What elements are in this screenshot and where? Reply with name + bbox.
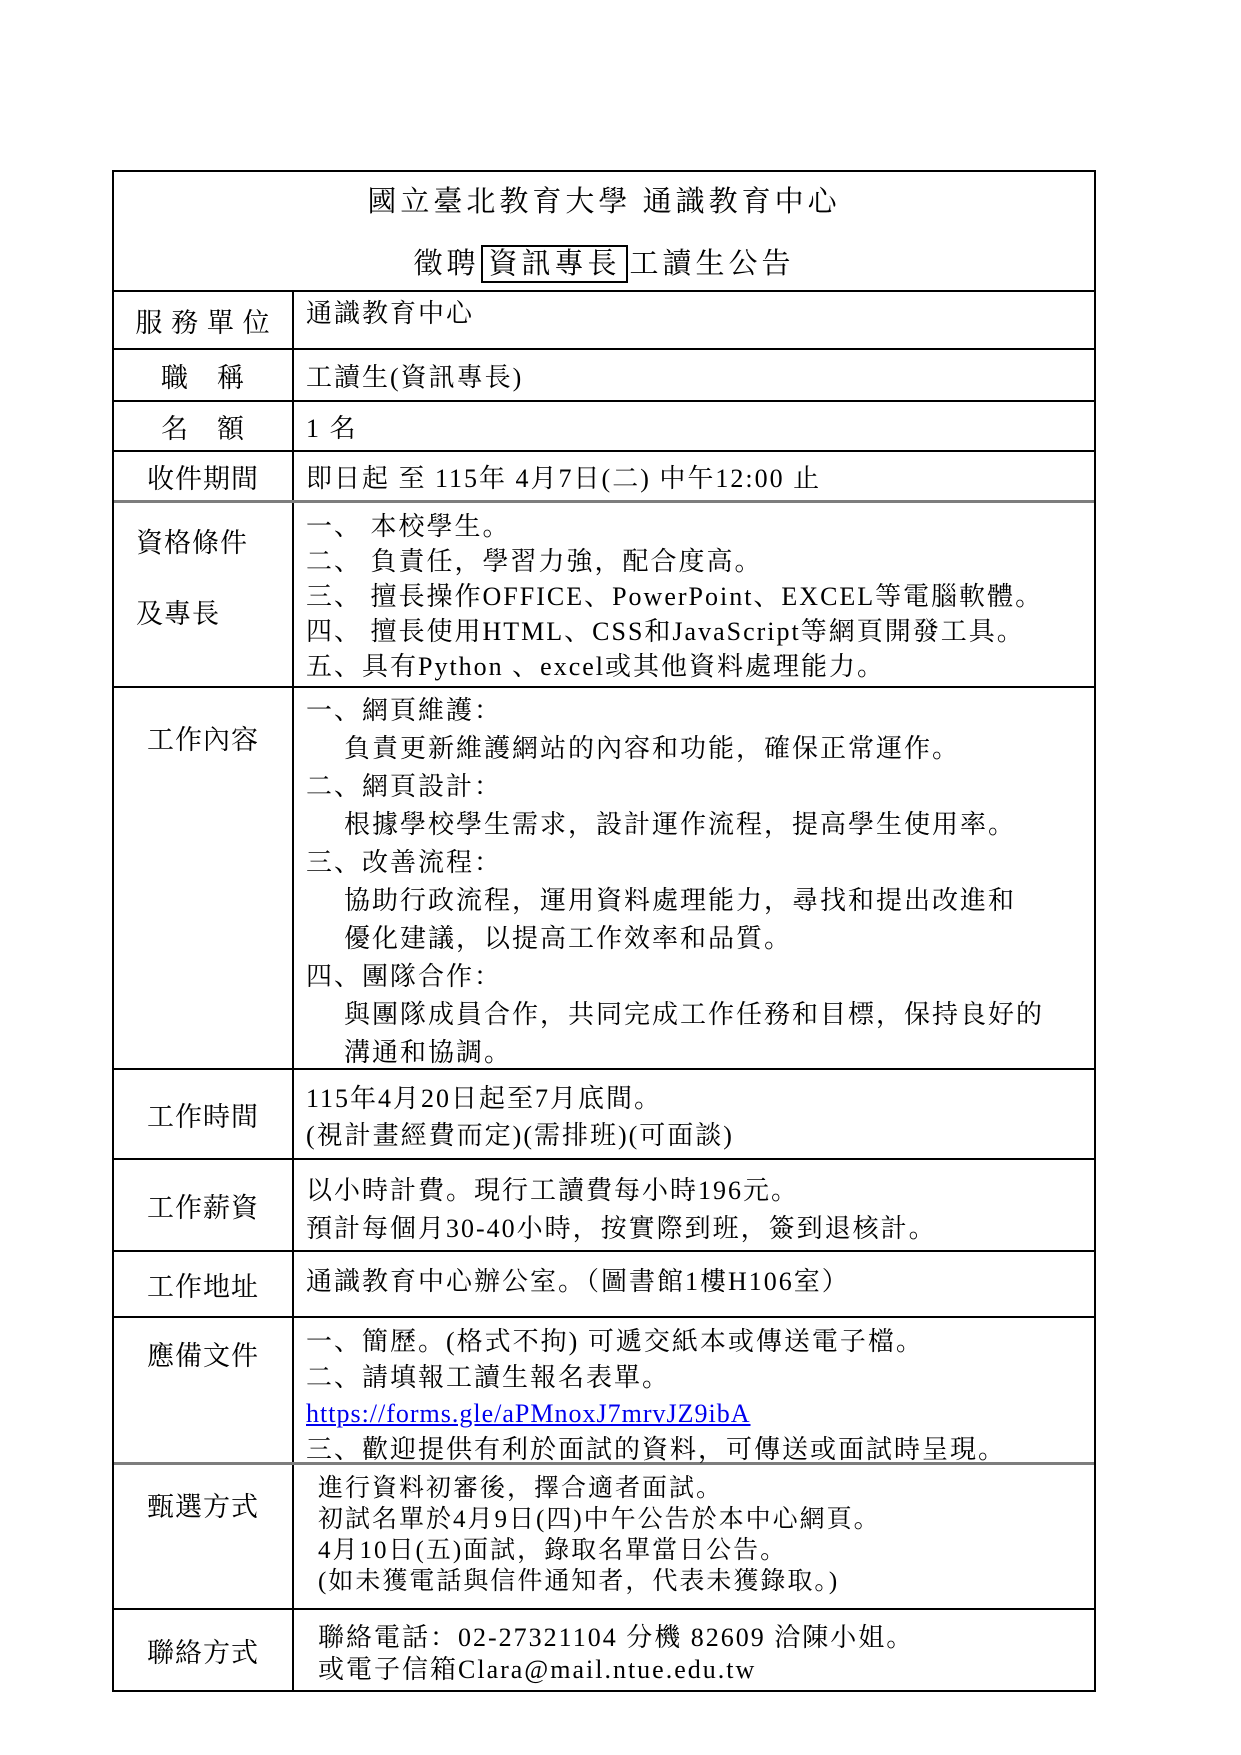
documents-line: 一、簡歷。(格式不拘) 可遞交紙本或傳送電子檔。 — [306, 1327, 924, 1356]
qualification-item: 三、 擅長操作OFFICE、PowerPoint、EXCEL等電腦軟體。 — [306, 582, 1044, 611]
qualification-item: 四、 擅長使用HTML、CSS和JavaScript等網頁開發工具。 — [306, 617, 1025, 646]
value-job-title: 工讀生(資訊專長) — [306, 362, 524, 392]
label-address: 工作地址 — [114, 1252, 294, 1316]
service-unit-text: 通識教育中心 — [306, 299, 475, 328]
label-job-title: 職 稱 — [114, 350, 294, 400]
document-header — [114, 172, 1094, 290]
contact-phone-line: 聯絡電話：02-27321104 分機 82609 洽陳小姐。 — [318, 1623, 915, 1652]
work-time-line: (視計畫經費而定)(需排班)(可面談) — [306, 1121, 734, 1150]
selection-line: (如未獲電話與信件通知者，代表未獲錄取。) — [318, 1568, 840, 1595]
value-salary — [294, 1160, 1094, 1250]
row-contact — [114, 1608, 1094, 1690]
salary-line: 以小時計費。現行工讀費每小時196元。 — [306, 1176, 800, 1205]
row-salary — [114, 1158, 1094, 1250]
row-deadline — [114, 450, 1094, 500]
job-content-line: 優化建議，以提高工作效率和品質。 — [344, 924, 793, 953]
job-content-line: 二、網頁設計： — [306, 772, 503, 801]
salary-line: 預計每個月30-40小時，按實際到班，簽到退核計。 — [306, 1214, 937, 1243]
selection-line: 4月10日(五)面試，錄取名單當日公告。 — [318, 1537, 788, 1564]
label-selection: 甄選方式 — [114, 1465, 294, 1608]
row-quota — [114, 400, 1094, 450]
value-documents — [294, 1318, 1094, 1462]
value-selection — [294, 1465, 1094, 1608]
label-deadline: 收件期間 — [114, 452, 294, 500]
job-content-line: 三、改善流程： — [306, 848, 503, 877]
job-content-line: 協助行政流程，運用資料處理能力，尋找和提出改進和 — [344, 886, 1017, 915]
value-work-time — [294, 1070, 1094, 1158]
qualification-item: 一、 本校學生。 — [306, 512, 511, 541]
value-deadline: 即日起 至 115年 4月7日(二) 中午12:00 止 — [306, 463, 822, 493]
work-time-line: 115年4月20日起至7月底間。 — [306, 1084, 663, 1113]
value-service-unit — [294, 292, 1094, 348]
label-work-time: 工作時間 — [114, 1070, 294, 1158]
address-text: 通識教育中心辦公室。（圖書館1樓H106室） — [306, 1267, 850, 1296]
label-documents: 應備文件 — [114, 1318, 294, 1462]
value-address — [294, 1252, 1094, 1316]
job-content-line: 溝通和協調。 — [344, 1038, 513, 1067]
job-content-line: 與團隊成員合作，共同完成工作任務和目標，保持良好的 — [344, 1000, 1045, 1029]
label-contact: 聯絡方式 — [114, 1610, 294, 1690]
announcement-title — [413, 244, 794, 284]
row-work-time — [114, 1068, 1094, 1158]
value-contact — [294, 1610, 1094, 1690]
label-service-unit: 服 務 單 位 — [114, 292, 294, 348]
label-qualifications — [114, 503, 294, 686]
job-content-line: 負責更新維護網站的內容和功能，確保正常運作。 — [344, 734, 961, 763]
label-qualifications-line2: 及專長 — [136, 599, 220, 629]
selection-line: 進行資料初審後，擇合適者面試。 — [318, 1475, 724, 1502]
documents-line: 二、請填報工讀生報名表單。 — [306, 1363, 671, 1392]
row-service-unit — [114, 290, 1094, 348]
selection-line: 初試名單於4月9日(四)中午公告於本中心網頁。 — [318, 1506, 881, 1533]
qualification-item: 二、 負責任，學習力強，配合度高。 — [306, 547, 763, 576]
announcement-table — [112, 170, 1096, 1692]
application-form-link[interactable]: https://forms.gle/aPMnoxJ7mrvJZ9ibA — [306, 1399, 751, 1428]
label-salary: 工作薪資 — [114, 1160, 294, 1250]
specialty-boxed-label: 資訊專長 — [481, 245, 627, 283]
contact-email-line: 或電子信箱Clara@mail.ntue.edu.tw — [318, 1655, 757, 1684]
announcement-title-suffix: 工讀生公告 — [629, 248, 795, 280]
row-job-title — [114, 348, 1094, 400]
label-qualifications-line1: 資格條件 — [136, 528, 248, 558]
value-qualifications — [294, 503, 1094, 686]
value-job-content — [294, 688, 1094, 1068]
qualification-item: 五、具有Python 、excel或其他資料處理能力。 — [306, 652, 886, 681]
label-quota: 名 額 — [114, 402, 294, 450]
row-documents — [114, 1316, 1094, 1462]
job-content-line: 一、網頁維護： — [306, 696, 503, 725]
job-content-line: 四、團隊合作： — [306, 962, 503, 991]
announcement-title-prefix: 徵聘 — [413, 248, 480, 280]
org-title: 國立臺北教育大學 通識教育中心 — [367, 186, 841, 218]
row-job-content — [114, 686, 1094, 1068]
documents-line: 三、歡迎提供有利於面試的資料，可傳送或面試時呈現。 — [306, 1435, 1007, 1464]
documents-link-line — [306, 1396, 1094, 1432]
value-quota: 1 名 — [306, 413, 358, 443]
row-selection — [114, 1462, 1094, 1608]
row-address — [114, 1250, 1094, 1316]
job-content-line: 根據學校學生需求，設計運作流程，提高學生使用率。 — [344, 810, 1017, 839]
row-qualifications — [114, 500, 1094, 686]
label-job-content: 工作內容 — [114, 688, 294, 1068]
